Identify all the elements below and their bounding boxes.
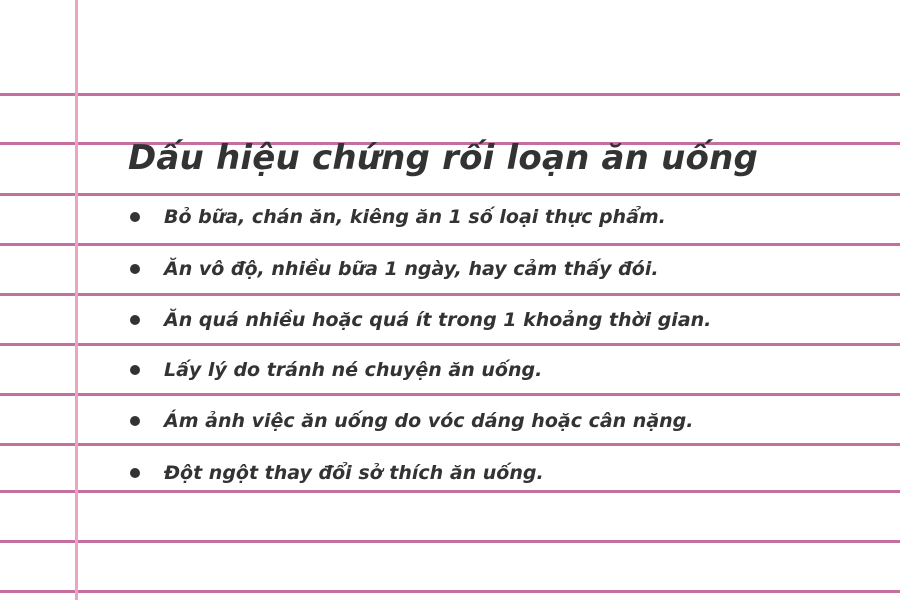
bullet-icon	[130, 416, 140, 426]
list-item	[130, 300, 711, 340]
bullet-icon	[130, 264, 140, 274]
ruled-line	[0, 343, 900, 346]
ruled-line	[0, 590, 900, 593]
ruled-line	[0, 193, 900, 196]
margin-line	[75, 0, 78, 600]
list-item	[130, 350, 542, 390]
list-item	[130, 401, 694, 441]
bullet-icon	[130, 468, 140, 478]
list-item-text: Ăn vô độ, nhiều bữa 1 ngày, hay cảm thấy đói.	[164, 258, 659, 280]
list-item-text: Lấy lý do tránh né chuyện ăn uống.	[164, 359, 543, 381]
list-item-text: Đột ngột thay đổi sở thích ăn uống.	[164, 462, 544, 484]
ruled-line	[0, 243, 900, 246]
bullet-icon	[130, 365, 140, 375]
ruled-line	[0, 393, 900, 396]
list-item	[130, 197, 666, 237]
bullet-icon	[130, 212, 140, 222]
page-title: Dấu hiệu chứng rối loạn ăn uống	[128, 138, 759, 178]
list-item-text: Ăn quá nhiều hoặc quá ít trong 1 khoảng thời gian.	[164, 309, 712, 331]
list-item	[130, 453, 544, 493]
list-item-text: Bỏ bữa, chán ăn, kiêng ăn 1 số loại thực phẩm.	[164, 206, 666, 228]
ruled-line	[0, 93, 900, 96]
ruled-line	[0, 293, 900, 296]
ruled-line	[0, 443, 900, 446]
bullet-icon	[130, 315, 140, 325]
ruled-line	[0, 540, 900, 543]
list-item-text: Ám ảnh việc ăn uống do vóc dáng hoặc cân nặng.	[164, 410, 694, 432]
list-item	[130, 249, 659, 289]
